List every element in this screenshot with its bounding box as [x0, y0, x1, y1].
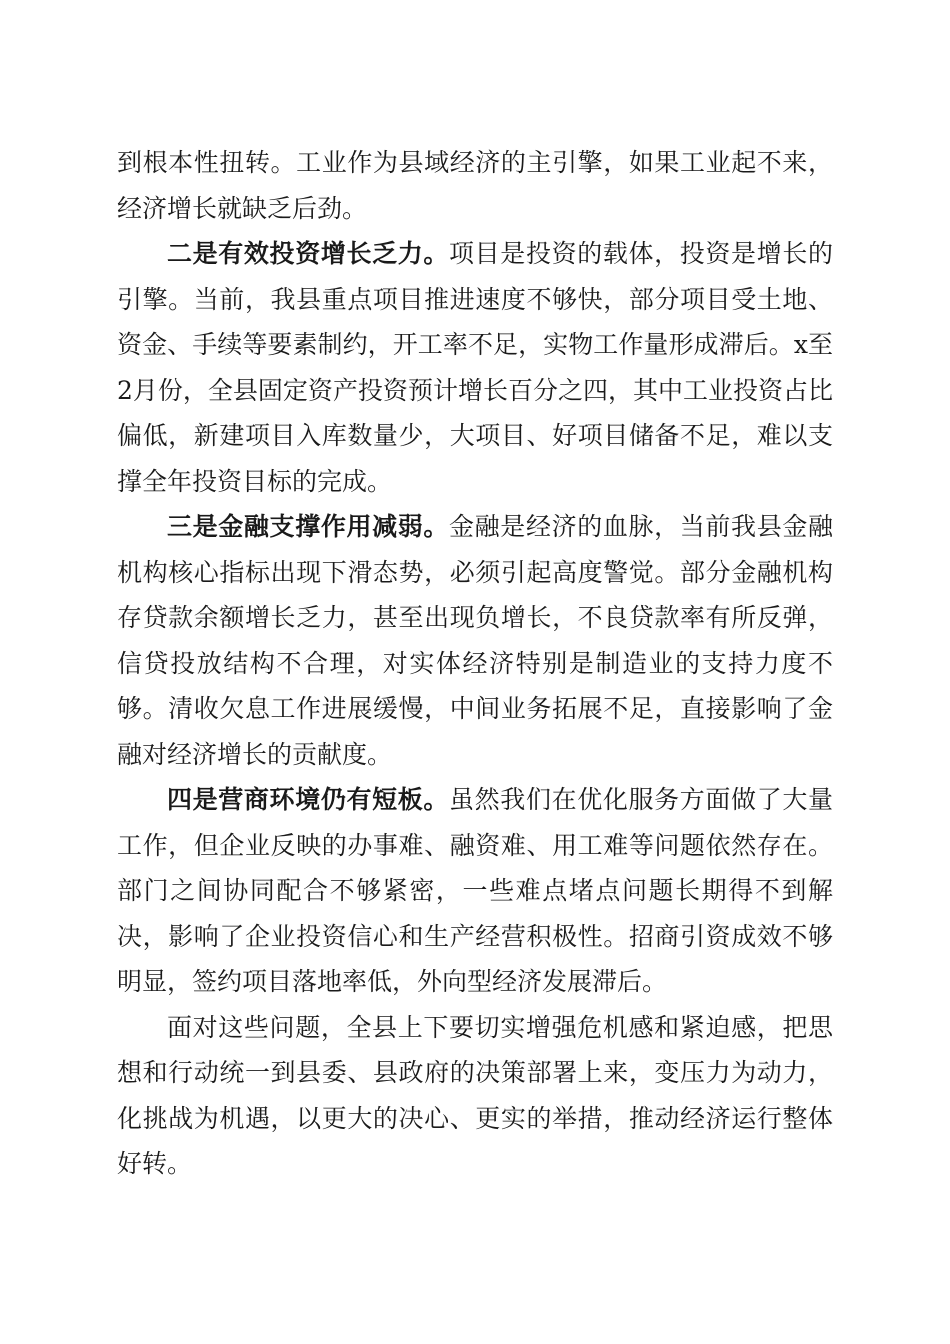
- paragraph-heading: 二是有效投资增长乏力。: [167, 239, 450, 268]
- paragraph-business-environment: [117, 777, 833, 1005]
- paragraph-heading: 四是营商环境仍有短板。: [167, 785, 450, 814]
- paragraph-continuation: [117, 140, 833, 231]
- paragraph-finance: [117, 504, 833, 777]
- paragraph-text: 金融是经济的血脉，当前我县金融机构核心指标出现下滑态势，必须引起高度警觉。部分金融机构存贷款余额增长乏力，甚至出现负增长，不良贷款率有所反弹，信贷投放结构不合理，对实体经济特别是制造业的支持力度不够。清收欠息工作进展缓慢，中间业务拓展不足，直接影响了金融对经济增长的贡献度。: [117, 512, 833, 769]
- paragraph-heading: 三是金融支撑作用减弱。: [167, 512, 450, 541]
- paragraph-investment: [117, 231, 833, 504]
- paragraph-text: 虽然我们在优化服务方面做了大量工作，但企业反映的办事难、融资难、用工难等问题依然存在。部门之间协同配合不够紧密，一些难点堵点问题长期得不到解决，影响了企业投资信心和生产经营积极性。招商引资成效不够明显，签约项目落地率低，外向型经济发展滞后。: [117, 785, 833, 996]
- paragraph-text: 项目是投资的载体，投资是增长的引擎。当前，我县重点项目推进速度不够快，部分项目受土地、资金、手续等要素制约，开工率不足，实物工作量形成滞后。x至2月份，全县固定资产投资预计增长百分之四，其中工业投资占比偏低，新建项目入库数量少，大项目、好项目储备不足，难以支撑全年投资目标的完成。: [117, 239, 833, 496]
- paragraph-text: 到根本性扭转。工业作为县域经济的主引擎，如果工业起不来，经济增长就缺乏后劲。: [117, 148, 833, 223]
- paragraph-text: 面对这些问题，全县上下要切实增强危机感和紧迫感，把思想和行动统一到县委、县政府的决策部署上来，变压力为动力，化挑战为机遇，以更大的决心、更实的举措，推动经济运行整体好转。: [117, 1012, 833, 1178]
- document-body: [117, 140, 833, 1187]
- paragraph-conclusion: [117, 1005, 833, 1187]
